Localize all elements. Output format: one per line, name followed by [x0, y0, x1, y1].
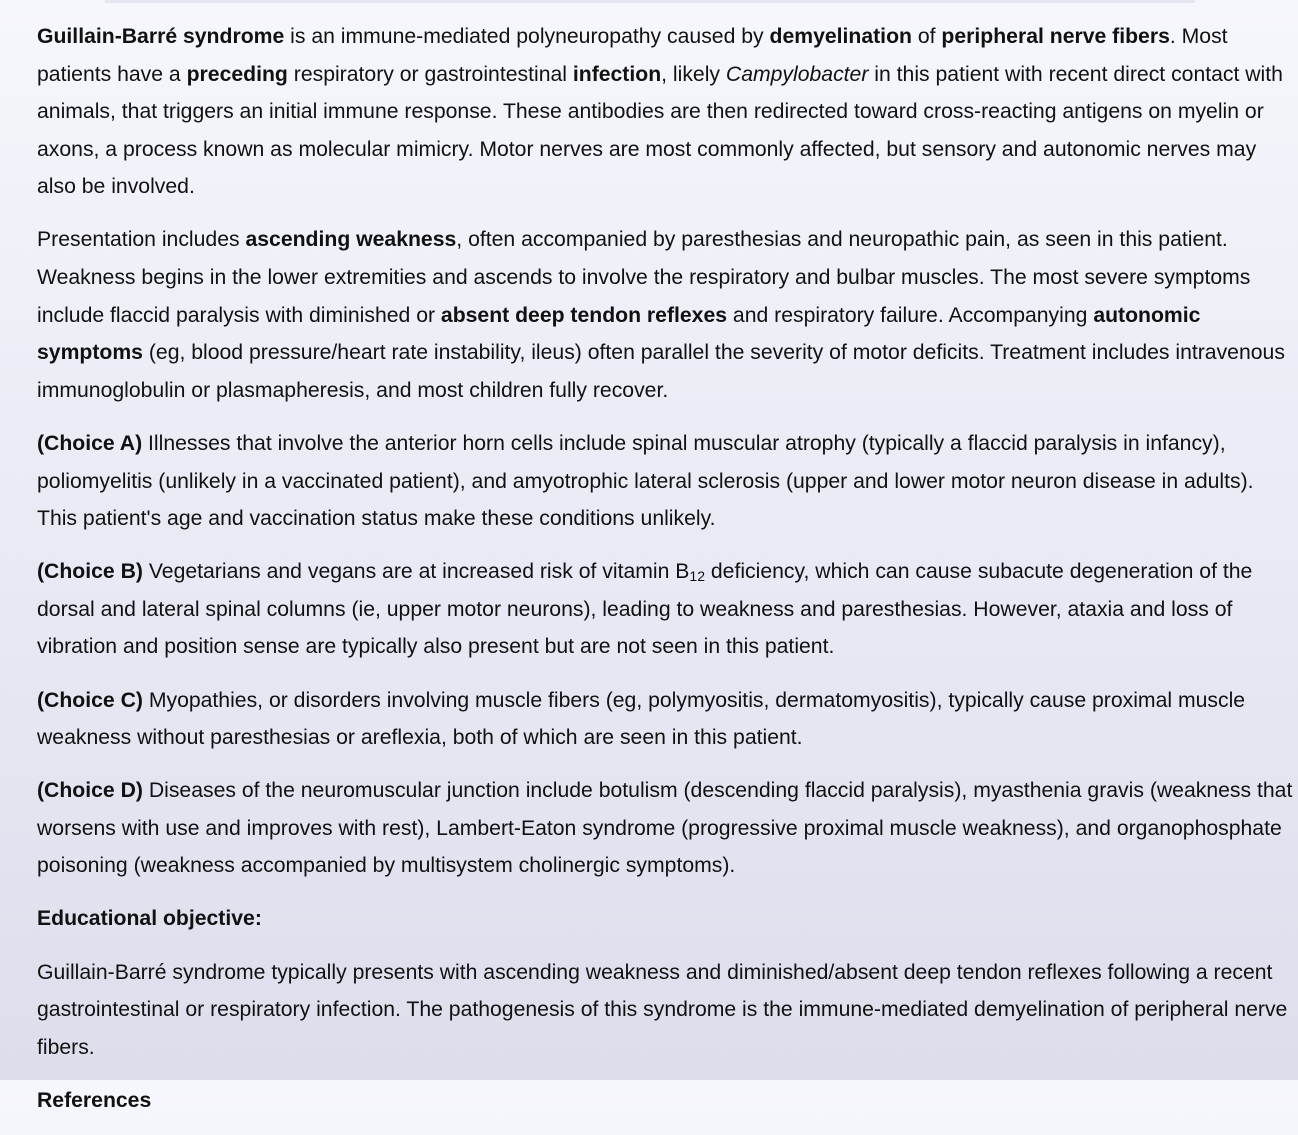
term-demyelination: demyelination — [769, 25, 912, 48]
term-peripheral-nerve-fibers: peripheral nerve fibers — [941, 25, 1170, 48]
term-campylobacter: Campylobacter — [725, 62, 869, 86]
choice-a-explanation: (Choice A) Illnesses that involve the anterior horn cells include spinal muscular atrophy (typically a flaccid paralysis in infancy), poliomyelitis (unlikely in a vaccinated patient), and amyotrophic lateral sclerosis (upper and lower motor neuron disease in adults). This patient's age and vaccination status make these conditions unlikely. — [37, 431, 1254, 531]
term-absent-reflexes: absent deep tendon reflexes — [440, 303, 728, 327]
b12-subscript: 12 — [689, 568, 705, 585]
references-title: References — [37, 1088, 152, 1112]
explanation-content — [37, 18, 1295, 1135]
term-ascending-weakness: ascending weakness — [245, 228, 457, 252]
choice-b-label: (Choice B) — [37, 560, 143, 584]
choice-d-label: (Choice D) — [37, 779, 143, 803]
choice-c-label: (Choice C) — [37, 688, 143, 712]
term-preceding: preceding — [186, 62, 288, 86]
choice-d-explanation: (Choice D) Diseases of the neuromuscular junction include botulism (descending flaccid paralysis), myasthenia gravis (weakness that worsens with use and improves with rest), Lambert-Eaton syndrome (progressive proximal muscle weakness), and organophosphate poisoning (weakness accompanied by multisystem cholinergic symptoms). — [37, 779, 1293, 878]
term-infection: infection — [572, 62, 662, 86]
top-divider — [105, 0, 1195, 3]
educational-objective-title: Educational objective: — [37, 907, 262, 931]
choice-b-explanation: (Choice B) Vegetarians and vegans are at increased risk of vitamin $B_{12}$ deficiency, which can cause subacute degeneration of the dorsal and lateral spinal columns (ie, upper motor neurons), leading to weakness and paresthesias. However, ataxia and loss of vibration and position sense are typically also present but are not seen in this patient. — [37, 560, 1253, 659]
term-autonomic-symptoms: autonomic symptoms — [37, 303, 1201, 365]
explanation-paragraph-intro: Guillain-Barré syndrome is an immune-mediated polyneuropathy caused by demyelination of peripheral nerve fibers. Most patients have a preceding respiratory or gastrointestinal infection, likely Campylobacter in this patient with recent direct contact with animals, that triggers an initial immune response. These antibodies are then redirected toward cross-reacting antigens on myelin or axons, a process known as molecular mimicry. Motor nerves are most commonly affected, but sensory and autonomic nerves may also be involved. — [37, 25, 1283, 199]
term-guillain-barre: Guillain-Barré syndrome — [37, 25, 285, 48]
explanation-paragraph-presentation: Presentation includes ascending weakness, often accompanied by paresthesias and neuropathic pain, as seen in this patient. Weakness begins in the lower extremities and ascends to involve the respiratory and bulbar muscles. The most severe symptoms include flaccid paralysis with diminished or absent deep tendon reflexes and respiratory failure. Accompanying autonomic symptoms (eg, blood pressure/heart rate instability, ileus) often parallel the severity of motor deficits. Treatment includes intravenous immunoglobulin or plasmapheresis, and most children fully recover. — [37, 228, 1285, 402]
choice-a-label: (Choice A) — [37, 431, 143, 455]
choice-c-explanation: (Choice C) Myopathies, or disorders involving muscle fibers (eg, polymyositis, dermatomyositis), typically cause proximal muscle weakness without paresthesias or areflexia, both of which are seen in this patient. — [37, 688, 1246, 750]
educational-objective-text: Guillain-Barré syndrome typically presents with ascending weakness and diminished/absent deep tendon reflexes following a recent gastrointestinal or respiratory infection. The pathogenesis of this syndrome is the immune-mediated demyelination of peripheral nerve fibers. — [37, 960, 1288, 1059]
